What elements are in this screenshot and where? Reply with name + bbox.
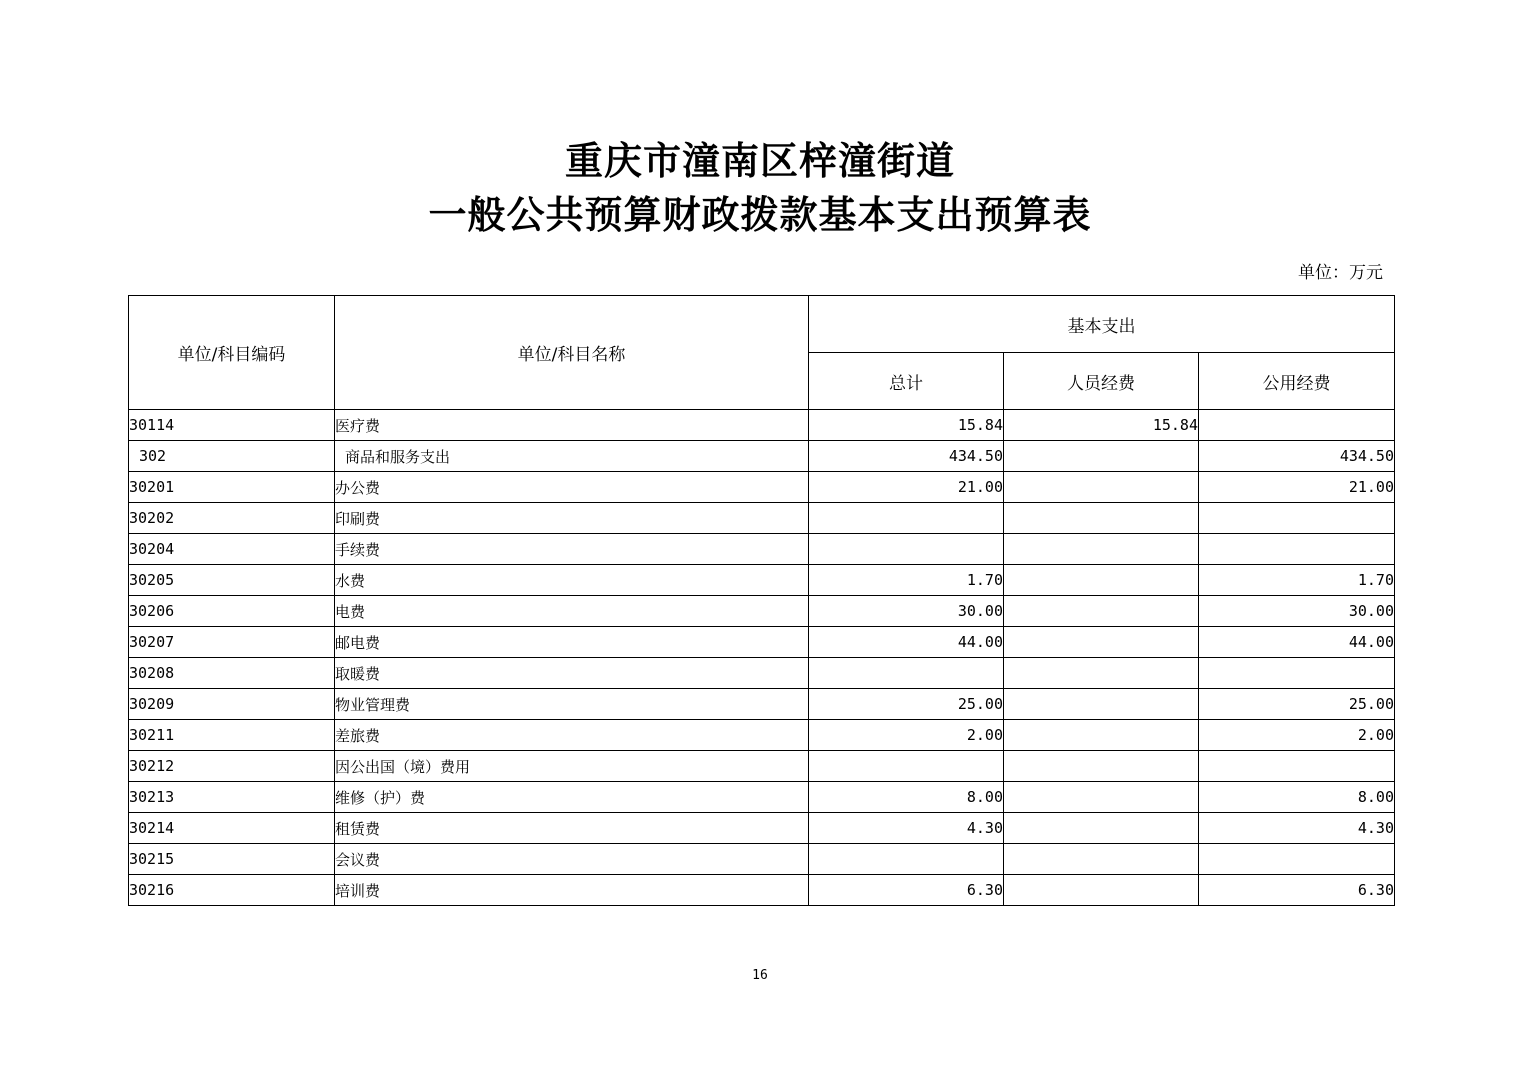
cell-name: 差旅费 [335, 720, 809, 751]
cell-name: 因公出国（境）费用 [335, 751, 809, 782]
cell-personnel [1004, 503, 1199, 534]
cell-code: 30207 [129, 627, 335, 658]
cell-public: 4.30 [1199, 813, 1395, 844]
header-personnel: 人员经费 [1004, 353, 1199, 410]
cell-code: 30204 [129, 534, 335, 565]
header-total: 总计 [809, 353, 1004, 410]
table-row [129, 565, 1395, 596]
cell-name: 水费 [335, 565, 809, 596]
cell-total: 4.30 [809, 813, 1004, 844]
cell-personnel [1004, 441, 1199, 472]
table-row [129, 844, 1395, 875]
cell-public: 30.00 [1199, 596, 1395, 627]
table-row [129, 472, 1395, 503]
table-row [129, 720, 1395, 751]
cell-personnel [1004, 751, 1199, 782]
cell-personnel [1004, 875, 1199, 906]
cell-personnel [1004, 534, 1199, 565]
table-row [129, 534, 1395, 565]
table-row [129, 751, 1395, 782]
cell-public [1199, 534, 1395, 565]
cell-total: 434.50 [809, 441, 1004, 472]
cell-personnel [1004, 844, 1199, 875]
cell-total: 8.00 [809, 782, 1004, 813]
cell-personnel [1004, 720, 1199, 751]
cell-name: 印刷费 [335, 503, 809, 534]
cell-name: 会议费 [335, 844, 809, 875]
cell-code: 30209 [129, 689, 335, 720]
cell-total [809, 658, 1004, 689]
cell-name: 邮电费 [335, 627, 809, 658]
cell-personnel [1004, 782, 1199, 813]
cell-personnel: 15.84 [1004, 410, 1199, 441]
cell-public: 44.00 [1199, 627, 1395, 658]
budget-table [128, 295, 1395, 906]
page-number: 16 [752, 968, 768, 983]
cell-personnel [1004, 689, 1199, 720]
cell-total: 21.00 [809, 472, 1004, 503]
cell-code: 30213 [129, 782, 335, 813]
cell-personnel [1004, 596, 1199, 627]
cell-public [1199, 410, 1395, 441]
cell-code: 30211 [129, 720, 335, 751]
table-body [129, 410, 1395, 906]
table-row [129, 813, 1395, 844]
header-code: 单位/科目编码 [129, 296, 335, 410]
cell-name: 租赁费 [335, 813, 809, 844]
cell-total: 2.00 [809, 720, 1004, 751]
cell-public: 25.00 [1199, 689, 1395, 720]
cell-name: 商品和服务支出 [335, 441, 809, 472]
table-row [129, 658, 1395, 689]
page-title-line2: 一般公共预算财政拨款基本支出预算表 [428, 192, 1092, 237]
cell-code: 30206 [129, 596, 335, 627]
cell-total [809, 751, 1004, 782]
header-name: 单位/科目名称 [335, 296, 809, 410]
cell-name: 维修（护）费 [335, 782, 809, 813]
cell-public [1199, 751, 1395, 782]
cell-code: 30214 [129, 813, 335, 844]
cell-total: 15.84 [809, 410, 1004, 441]
unit-label: 单位：万元 [1298, 263, 1383, 283]
cell-total [809, 844, 1004, 875]
table-row [129, 503, 1395, 534]
cell-public [1199, 658, 1395, 689]
cell-public: 1.70 [1199, 565, 1395, 596]
table-row [129, 410, 1395, 441]
cell-public: 2.00 [1199, 720, 1395, 751]
cell-name: 电费 [335, 596, 809, 627]
cell-total: 25.00 [809, 689, 1004, 720]
cell-public [1199, 503, 1395, 534]
cell-name: 物业管理费 [335, 689, 809, 720]
cell-total: 1.70 [809, 565, 1004, 596]
cell-name: 医疗费 [335, 410, 809, 441]
header-basic-expenditure: 基本支出 [809, 296, 1395, 353]
cell-personnel [1004, 658, 1199, 689]
cell-code: 30201 [129, 472, 335, 503]
header-public: 公用经费 [1199, 353, 1395, 410]
cell-public: 21.00 [1199, 472, 1395, 503]
cell-personnel [1004, 627, 1199, 658]
table-row [129, 596, 1395, 627]
cell-personnel [1004, 565, 1199, 596]
cell-code: 30212 [129, 751, 335, 782]
cell-code: 30202 [129, 503, 335, 534]
cell-code: 30208 [129, 658, 335, 689]
table-row [129, 627, 1395, 658]
cell-personnel [1004, 813, 1199, 844]
cell-code: 30205 [129, 565, 335, 596]
table-row [129, 782, 1395, 813]
cell-name: 取暖费 [335, 658, 809, 689]
cell-public: 6.30 [1199, 875, 1395, 906]
cell-name: 手续费 [335, 534, 809, 565]
cell-name: 办公费 [335, 472, 809, 503]
cell-personnel [1004, 472, 1199, 503]
cell-code: 30215 [129, 844, 335, 875]
table-row [129, 689, 1395, 720]
cell-total [809, 534, 1004, 565]
cell-code: 30216 [129, 875, 335, 906]
cell-total [809, 503, 1004, 534]
cell-total: 30.00 [809, 596, 1004, 627]
table-row [129, 441, 1395, 472]
cell-code: 302 [129, 441, 335, 472]
cell-public [1199, 844, 1395, 875]
cell-code: 30114 [129, 410, 335, 441]
cell-total: 6.30 [809, 875, 1004, 906]
table-row [129, 875, 1395, 906]
cell-public: 434.50 [1199, 441, 1395, 472]
cell-public: 8.00 [1199, 782, 1395, 813]
cell-name: 培训费 [335, 875, 809, 906]
page-title-line1: 重庆市潼南区梓潼街道 [564, 138, 955, 183]
cell-total: 44.00 [809, 627, 1004, 658]
